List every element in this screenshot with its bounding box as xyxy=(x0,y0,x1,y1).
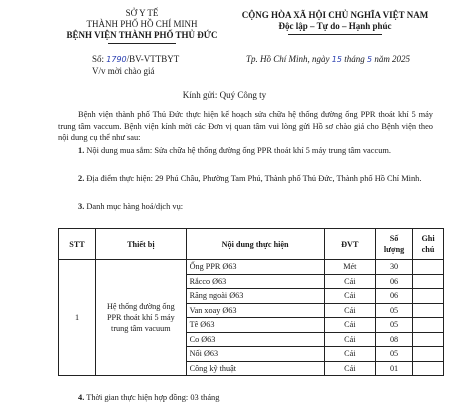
date-month-label: tháng xyxy=(344,54,365,64)
cell-device: Hệ thống đường ống PPR thoát khí 5 máy trung tâm vacuum xyxy=(96,260,187,376)
republic-title: CỘNG HÒA XÃ HỘI CHỦ NGHĨA VIỆT NAM xyxy=(241,10,429,20)
date-month: 5 xyxy=(366,55,373,64)
cell-content: Rắcco Ø63 xyxy=(186,274,324,289)
city-name: THÀNH PHỐ HỒ CHÍ MINH xyxy=(86,19,198,29)
cell-note xyxy=(413,289,444,304)
list-item-3-label: Danh mục hàng hoá/dịch vụ: xyxy=(86,202,184,211)
national-motto: Độc lập – Tự do – Hạnh phúc xyxy=(278,21,392,31)
list-item-3 xyxy=(58,201,433,213)
cell-note xyxy=(413,260,444,275)
list-item-1 xyxy=(58,145,433,157)
document-date xyxy=(246,54,410,65)
cell-qty: 08 xyxy=(376,332,413,347)
date-prefix: Tp. Hồ Chí Minh, ngày xyxy=(246,54,330,64)
list-item-1-num: 1. xyxy=(78,146,85,155)
subject-line: V/v mời chào giá xyxy=(92,66,155,76)
cell-note xyxy=(413,347,444,362)
greeting: Kính gửi: Quý Công ty xyxy=(182,90,267,100)
header-stt: STT xyxy=(59,229,96,260)
cell-note xyxy=(413,318,444,333)
cell-qty: 06 xyxy=(376,274,413,289)
cell-note xyxy=(413,332,444,347)
list-item-4-text: Thời gian thực hiện hợp đồng: 03 tháng xyxy=(86,393,220,402)
number-suffix: /BV-VTTBYT xyxy=(126,54,180,64)
list-item-2 xyxy=(58,173,433,185)
hospital-name: BỆNH VIỆN THÀNH PHỐ THỦ ĐỨC xyxy=(66,30,218,40)
list-item-4 xyxy=(58,392,433,404)
cell-note xyxy=(413,303,444,318)
cell-qty: 30 xyxy=(376,260,413,275)
items-table xyxy=(58,228,444,376)
table-row xyxy=(59,260,444,275)
cell-content: Nối Ø63 xyxy=(186,347,324,362)
list-item-2-num: 2. xyxy=(78,174,85,183)
header-left-underline xyxy=(108,43,176,44)
cell-qty: 05 xyxy=(376,318,413,333)
cell-content: Răng ngoài Ø63 xyxy=(186,289,324,304)
cell-unit: Cái xyxy=(324,303,375,318)
cell-content: Co Ø63 xyxy=(186,332,324,347)
date-year: năm 2025 xyxy=(374,54,411,64)
intro-paragraph: Bệnh viện thành phố Thủ Đức thực hiện kế hoạch sửa chữa hệ thống đường ống PPR thoát khí 5 máy trung tâm vaccum. Bệnh viện kính mời các Đơn vị quan tâm vui lòng gửi Hồ sơ chào giá cho Bệnh viện theo nội dung cụ thể như sau: xyxy=(58,110,433,142)
cell-note xyxy=(413,361,444,376)
cell-content: Công kỹ thuật xyxy=(186,361,324,376)
cell-content: Van xoay Ø63 xyxy=(186,303,324,318)
cell-qty: 06 xyxy=(376,289,413,304)
number-handwritten: 1790 xyxy=(106,55,127,64)
cell-unit: Cái xyxy=(324,347,375,362)
header-device: Thiết bị xyxy=(96,229,187,260)
cell-content: Ống PPR Ø63 xyxy=(186,260,324,275)
header-unit: ĐVT xyxy=(324,229,375,260)
header-note: Ghi chú xyxy=(413,229,444,260)
list-item-2-label: Địa điểm thực hiện: xyxy=(86,174,154,183)
list-item-3-num: 3. xyxy=(78,202,85,211)
cell-unit: Mét xyxy=(324,260,375,275)
cell-qty: 05 xyxy=(376,303,413,318)
cell-unit: Cái xyxy=(324,361,375,376)
list-item-2-text: 29 Phú Châu, Phường Tam Phú, Thành phố Thủ Đức, Thành phố Hồ Chí Minh. xyxy=(155,174,422,183)
table-header-row xyxy=(59,229,444,260)
cell-qty: 01 xyxy=(376,361,413,376)
motto-underline xyxy=(288,34,382,35)
cell-qty: 05 xyxy=(376,347,413,362)
cell-unit: Cái xyxy=(324,332,375,347)
date-day: 15 xyxy=(331,55,342,64)
ministry-name: SỞ Y TẾ xyxy=(125,8,159,18)
cell-unit: Cái xyxy=(324,318,375,333)
document-number xyxy=(92,54,179,65)
list-item-1-label: Nội dung mua sắm: xyxy=(86,146,153,155)
header-content: Nội dung thực hiện xyxy=(186,229,324,260)
cell-stt: 1 xyxy=(59,260,96,376)
cell-note xyxy=(413,274,444,289)
list-item-4-num: 4. xyxy=(78,393,85,402)
list-item-1-text: Sửa chữa hệ thống đường ống PPR thoát khí 5 máy trung tâm vaccum. xyxy=(154,146,392,155)
cell-unit: Cái xyxy=(324,289,375,304)
number-label: Số: xyxy=(92,54,105,64)
cell-content: Tê Ø63 xyxy=(186,318,324,333)
header-quantity: Số lượng xyxy=(376,229,413,260)
cell-unit: Cái xyxy=(324,274,375,289)
